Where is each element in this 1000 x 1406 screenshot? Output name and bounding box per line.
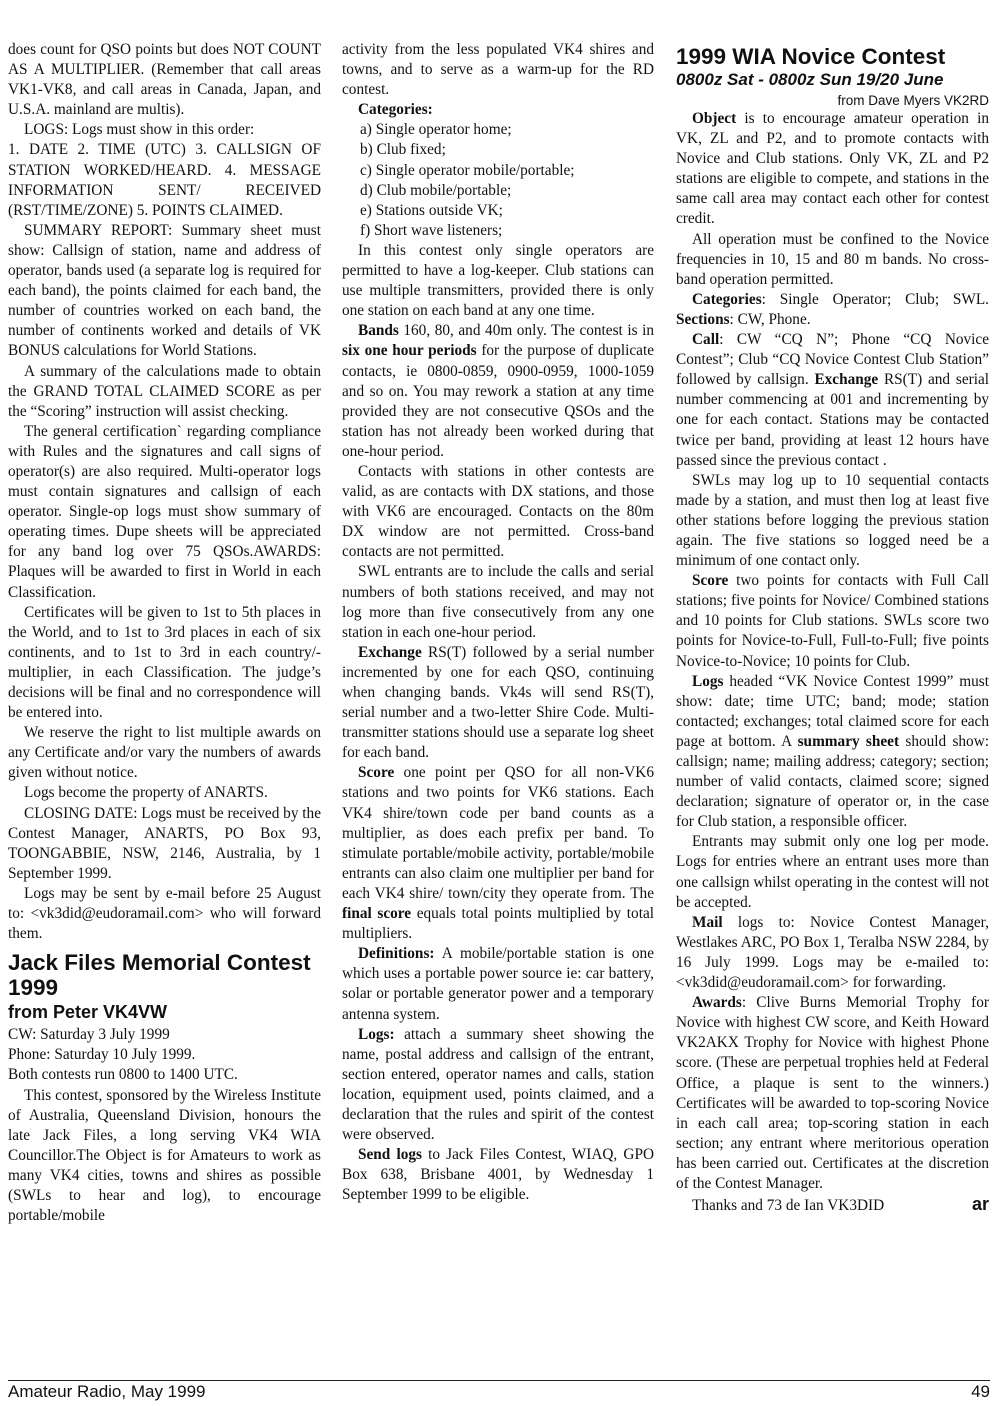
paragraph-logs [676,672,989,833]
categories-heading: Categories: [358,101,433,119]
paragraph: In this contest only single operators are permitted to have a log-keeper. Club stations can use multiple transmitters, provided there is only one station on each band at any one time. [342,241,654,320]
article-title-novice: 1999 WIA Novice Contest [676,44,946,69]
footer-rule [8,1380,990,1381]
logs-text: should show: callsign; name; mailing address; category; section; number of valid contacts, claimed score; signed declaration; signature of operator or, in the case for Club station, a responsible officer. [676,732,989,831]
paragraph: SWL entrants are to include the calls and serial numbers of both stations received, and may not log more than five consecutively from any one station in each one-hour period. [342,563,654,641]
score-label: Score [358,764,395,782]
categories-text: : Single Operator; Club; SWL. [761,290,989,308]
definitions-label: Definitions: [358,945,435,963]
paragraph-score [342,763,654,944]
paragraph-score [676,571,989,671]
awards-label: Awards [692,994,742,1012]
object-label: Object [692,110,737,127]
exchange-text: RS(T) and serial number commencing at 001 and incrementing by one for each contact. Stations may be contacted twice per band, providing at least 12 hours have passed since the previous contact . [676,371,989,469]
end-mark: ar [971,1194,989,1215]
mail-text: logs to: Novice Contest Manager, Westlakes ARC, PO Box 1, Teralba NSW 2284, by 16 July 1999. Logs may be e-mailed to: <vk3did@eudoramail.com> for forwarding. [676,913,989,992]
paragraph: activity from the less populated VK4 shires and towns, and to serve as a warm-up for the RD contest. [342,41,654,99]
paragraph: A summary of the calculations made to obtain the GRAND TOTAL CLAIMED SCORE as per the “Scoring” instruction will assist checking. [8,362,321,420]
paragraph-exchange [342,643,654,764]
column-middle [342,40,654,1205]
paragraph: Certificates will be given to 1st to 5th places in the World, and to 1st to 3rd places in each of six continents, and to 1st to 3rd in each country/- multiplier, in each Classification. The judge’s decisions will be final and no correspondence will be entered into. [8,603,321,722]
article-subtitle-novice: 0800z Sat - 0800z Sun 19/20 June [676,70,944,89]
page-footer [8,1382,990,1402]
paragraph: LOGS: Logs must show in this order: [24,121,255,139]
paragraph: SUMMARY REPORT: Summary sheet must show: Callsign of station, name and address of operator, bands used (a separate log is required for each band), the points claimed for each band, the number of countries worked on each band, the number of continents worked and details of VK BONUS calculations for World Stations. [8,221,321,360]
score-text: two points for contacts with Full Call stations; five points for Novice/ Combined stations and 10 points for Club stations. SWLs score two points for Novice-to-Full, Full-to-Full; five points Novice-to-Novice; 10 points for Club. [676,572,989,670]
bands-text: for the purpose of duplicate contacts, ie 0800-0859, 0900-0959, 1000-1059 and so on. You may rework a station at any time provided they are not consecutive QSOs and the station has not already been worked during that one-hour period. [342,342,654,460]
category-item: a) Single operator home; [360,121,512,139]
send-logs-label: Send logs [358,1146,422,1164]
paragraph-mail [676,913,989,993]
score-emphasis: final score [342,905,412,923]
mail-label: Mail [692,913,723,931]
thanks-text: Thanks and 73 de Ian VK3DID [692,1197,885,1215]
paragraph-categories [676,290,989,330]
category-item: b) Club fixed; [360,141,446,159]
column-right [676,44,989,1216]
sections-label: Sections [676,310,730,328]
paragraph: All operation must be confined to the Novice frequencies in 10, 15 and 80 m bands. No cross-band operation permitted. [676,230,989,288]
paragraph: The general certification` regarding compliance with Rules and the signatures and call signs of operator(s) are also required. Multi-operator logs must contain signatures and callsign of each operator. Single-op logs must show summary of operating times. Dupe sheets will be appreciated for any band log over 75 QSOs.AWARDS: Plaques will be awarded to first in World in each Classification. [8,422,321,601]
awards-text: : Clive Burns Memorial Trophy for Novice with highest CW score, and Keith Howard VK2AKX Trophy for Novice with highest Phone score. (These are perpetual trophies held at Federal Office, a plaque is sent to the winners.) Certificates will be awarded to top-scoring Novice in each call area; top-scoring station in each section; any entrant where meritorious operation has been carried out. Certificates at the discretion of the Contest Manager. [676,994,989,1192]
exchange-text: RS(T) followed by a serial number incremented by one for each QSO, continuing when changing bands. Vk4s will send RS(T), serial number and a two-letter Shire Code. Multi-transmitter stations should use a separate log sheet for each band. [342,643,654,762]
call-text: : CW “CQ N”; Phone “CQ Novice Contest”; Club “CQ Novice Contest Club Station” followed by callsign. [676,331,989,389]
definitions-text: A mobile/portable station is one which uses a portable power source ie: car battery, solar or portable generator power and a temporary antenna system. [342,945,654,1023]
paragraph: Entrants may submit only one log per mode. Logs for entries where an entrant uses more than one callsign whilst operating in the contest will not be accepted. [676,833,989,911]
page-number: 49 [971,1382,990,1401]
paragraph: Contacts with stations in other contests are valid, as are contacts with DX stations, and those with VK6 are encouraged. Contacts on the 80m DX window are not permitted. Cross-band contacts are not permitted. [342,462,654,561]
bands-label: Bands [358,322,399,340]
paragraph-awards [676,993,989,1194]
paragraph-bands [342,321,654,462]
category-item: d) Club mobile/portable; [360,181,512,199]
categories-label: Categories [692,290,762,308]
paragraph: CLOSING DATE: Logs must be received by the Contest Manager, ANARTS, PO Box 93, TOONGABBIE, NSW, 2146, Australia, by 1 September 1999. [8,804,321,882]
article-byline-novice: from Dave Myers VK2RD [837,93,989,108]
logs-label: Logs [692,672,724,690]
paragraph: SWLs may log up to 10 sequential contacts made by a station, and must then log at least five other stations before logging the previous station again. The five stations so logged need be a minimum of one contact only. [676,471,989,570]
object-text: is to encourage amateur operation in VK, ZL and P2, and to promote contacts with Novice and Club stations. Only VK, ZL and P2 stations are eligible to compete, and stations in the same call area may contact each other for contest credit. [676,110,989,228]
paragraph-definitions [342,944,654,1024]
paragraph: does count for QSO points but does NOT COUNT AS A MULTIPLIER. (Remember that call areas VK1-VK8, and call areas in Canada, Japan, and U.S.A. mainland are multis). [8,41,321,119]
exchange-label: Exchange [358,643,422,661]
sections-text: : CW, Phone. [729,310,811,328]
score-text: equals total points multiplied by total multipliers. [342,905,654,943]
schedule-line: Both contests run 0800 to 1400 UTC. [8,1066,238,1084]
category-item: f) Short wave listeners; [360,221,503,239]
column-left [8,40,321,1226]
paragraph-send-logs [342,1145,654,1205]
paragraph: Logs become the property of ANARTS. [24,784,268,802]
article-title-jack-files: Jack Files Memorial Contest 1999 [8,950,311,1001]
category-item: c) Single operator mobile/portable; [360,161,575,179]
paragraph-call [676,330,989,471]
paragraph-object [676,109,989,230]
call-label: Call [692,331,720,349]
bands-text: 160, 80, and 40m only. The contest is in [398,322,654,340]
paragraph: 1. DATE 2. TIME (UTC) 3. CALLSIGN OF STATION WORKED/HEARD. 4. MESSAGE INFORMATION SENT/ RECEIVED (RST/TIME/ZONE) 5. POINTS CLAIMED. [8,141,321,219]
publication-name: Amateur Radio, May 1999 [8,1382,206,1401]
thanks-line [676,1194,989,1216]
schedule-line: CW: Saturday 3 July 1999 [8,1026,170,1044]
bands-emphasis: six one hour periods [342,342,477,360]
exchange-label: Exchange [814,371,879,389]
paragraph: Logs may be sent by e-mail before 25 August to: <vk3did@eudoramail.com> who will forward them. [8,884,321,943]
send-logs-text: to Jack Files Contest, WIAQ, GPO Box 638, Brisbane 4001, by Wednesday 1 September 1999 to be eligible. [342,1146,654,1204]
category-item: e) Stations outside VK; [360,201,503,219]
paragraph: We reserve the right to list multiple awards on any Certificate and/or vary the numbers of awards given without notice. [8,724,321,782]
score-label: Score [692,572,729,590]
logs-text: headed “VK Novice Contest 1999” must show: date; time UTC; band; mode; station contacted; exchanges; total claimed score for each page at bottom. A [676,672,989,750]
paragraph: This contest, sponsored by the Wireless Institute of Australia, Queensland Division, honours the late Jack Files, a long serving VK4 WIA Councillor.The Object is for Amateurs to work as many VK4 cities, towns and shires as possible (SWLs to hear and log), to encourage portable/mobile [8,1086,321,1225]
article-byline-jack-files: from Peter VK4VW [8,1002,168,1023]
logs-text: attach a summary sheet showing the name, postal address and callsign of the entrant, section entered, operator names and calls, station location, equipment used, points claimed, and a declaration that the rules and spirit of the contest were observed. [342,1025,654,1144]
schedule-line: Phone: Saturday 10 July 1999. [8,1046,196,1064]
summary-sheet-emphasis: summary sheet [797,732,900,750]
paragraph-logs [342,1025,654,1146]
logs-label: Logs: [358,1025,395,1043]
score-text: one point per QSO for all non-VK6 stations and two points for VK6 stations. Each VK4 shire/town code per band counts as a multiplier, as does each prefix per band. To stimulate portable/mobile activity, portable/mobile entrants can also claim one multiplier per band for each VK4 shire/ town/city they operate from. The [342,764,654,902]
